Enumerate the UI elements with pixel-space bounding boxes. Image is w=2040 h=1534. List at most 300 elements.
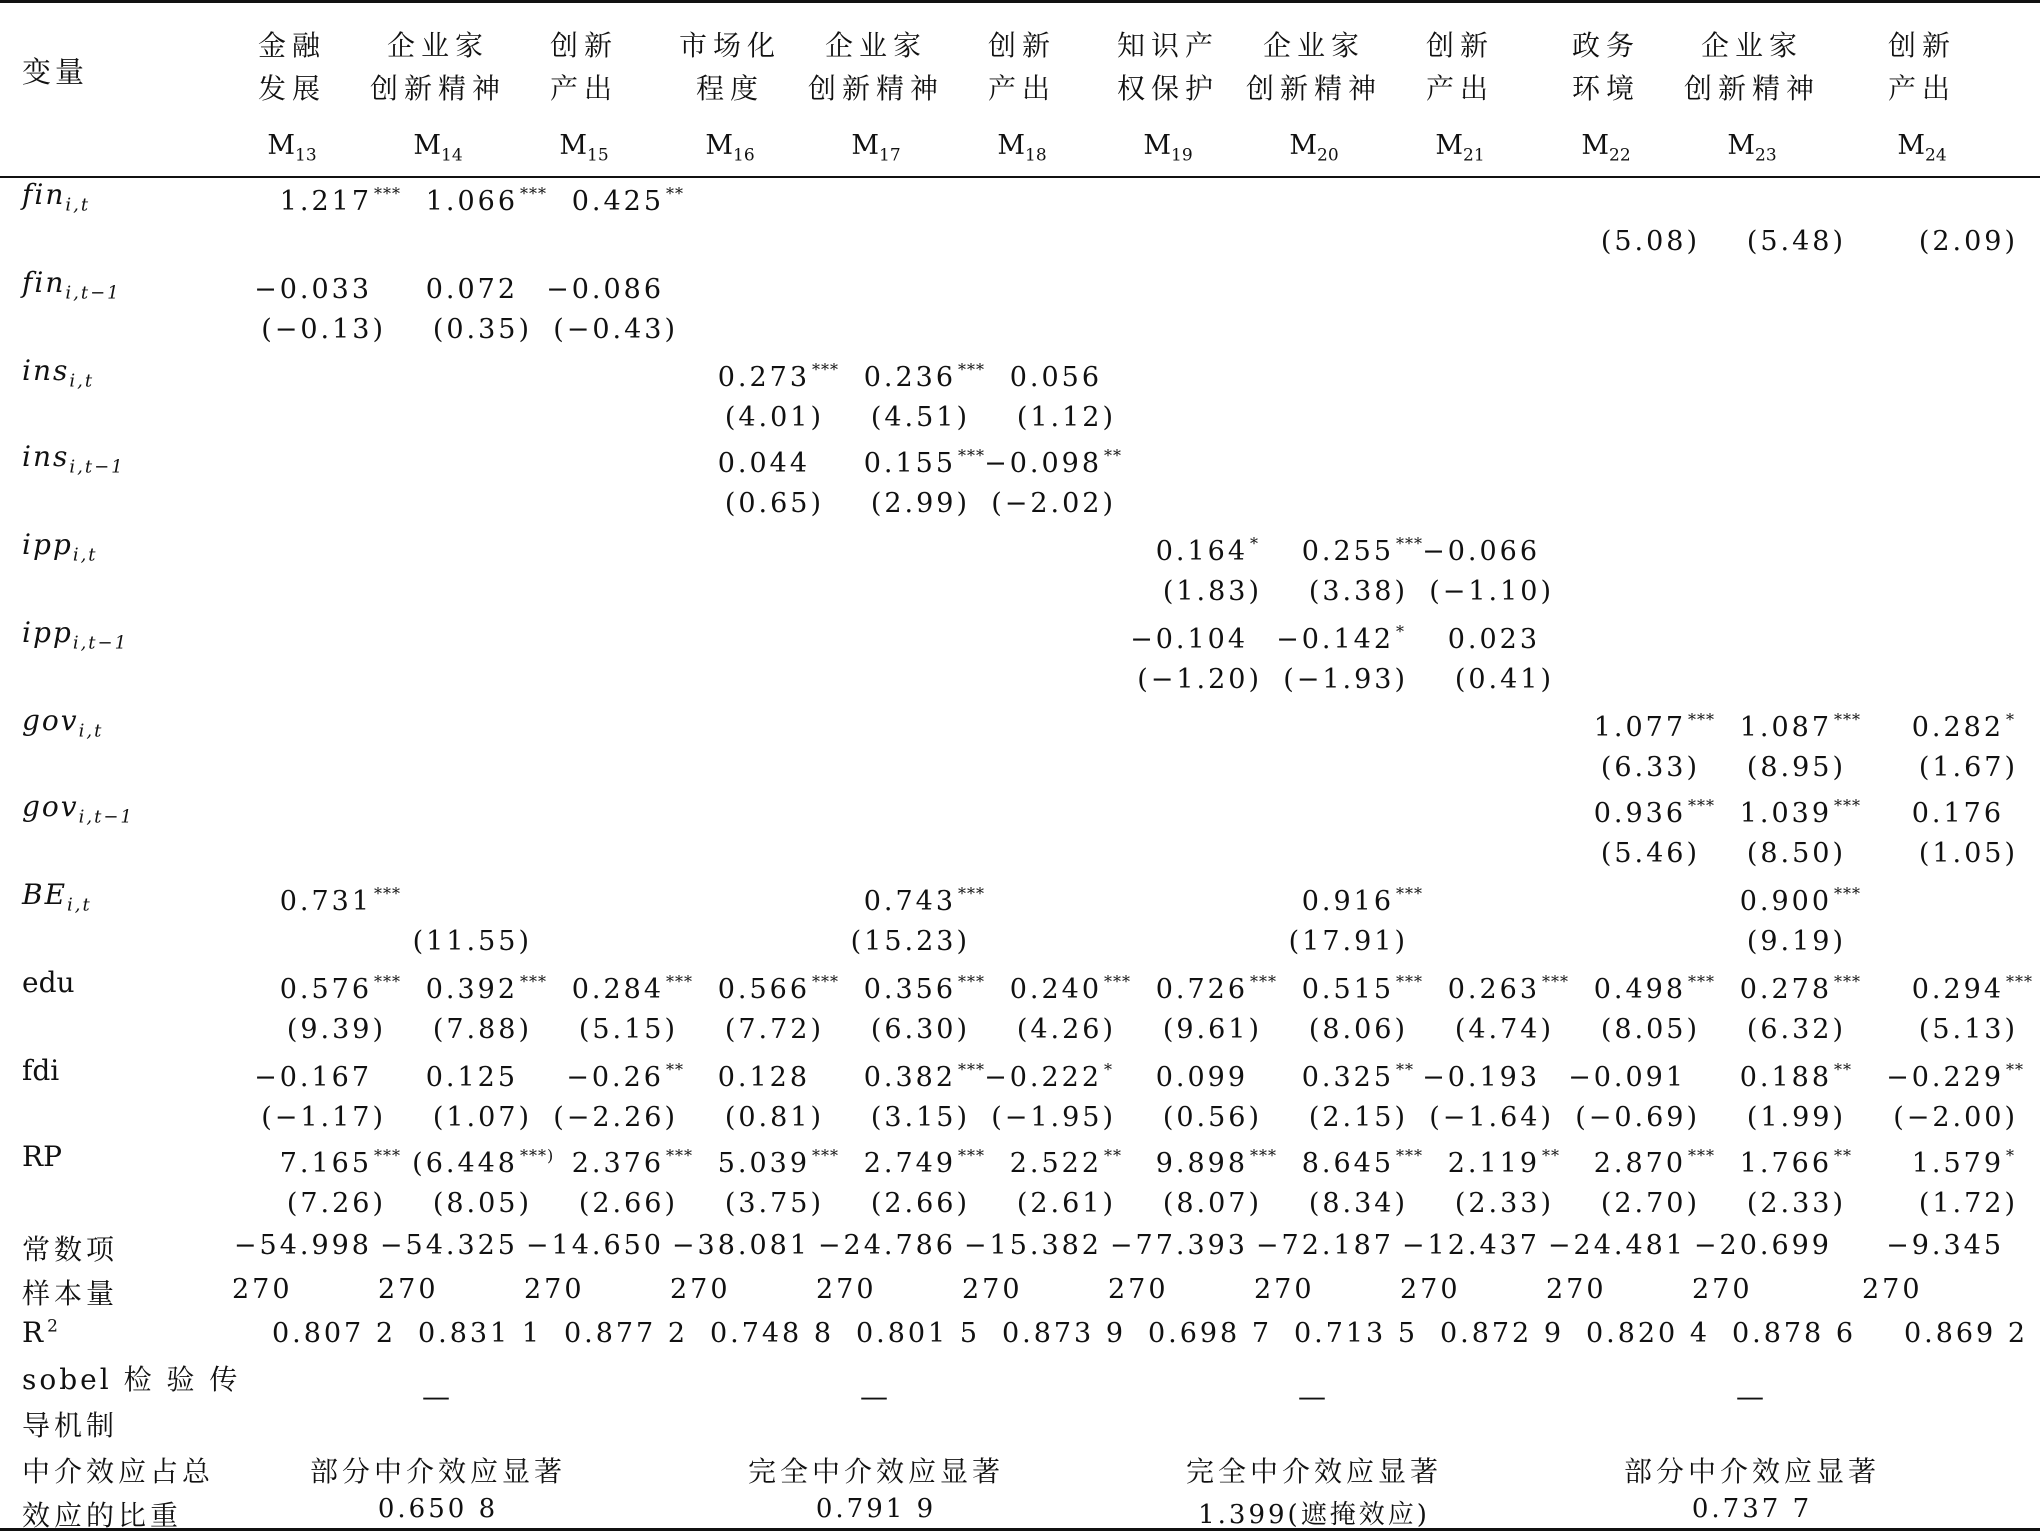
significance-stars: *** <box>2006 972 2033 991</box>
r-squared-value: 0.801 5 <box>855 1318 980 1349</box>
row-label-base: fdi <box>22 1054 60 1087</box>
row-label <box>22 704 103 742</box>
mediation-share: 1.399(遮掩效应) <box>1198 1500 1430 1530</box>
column-header-line2: 环境 <box>1571 72 1640 105</box>
significance-stars: *** <box>374 184 401 203</box>
column-header-line1: 创新 <box>549 29 618 62</box>
row-label-base: gov <box>22 704 79 737</box>
significance-stars: *** <box>1688 796 1715 815</box>
coefficient: 0.325 <box>1301 1062 1394 1093</box>
column-header-line2: 创新精神 <box>807 72 944 105</box>
column-header-line1: 企业家 <box>386 29 489 62</box>
coefficient: 1.087 <box>1739 712 1832 743</box>
row-label <box>22 878 92 916</box>
column-header-line2: 创新精神 <box>1683 72 1820 105</box>
constant-value: −72.187 <box>1255 1230 1394 1261</box>
column-header-line2: 产出 <box>1425 72 1494 105</box>
model-number: 14 <box>441 145 463 166</box>
model-number: 22 <box>1609 145 1631 166</box>
row-label <box>22 790 134 828</box>
model-number: 18 <box>1025 145 1047 166</box>
coefficient: −0.091 <box>1568 1062 1686 1093</box>
significance-stars: *** <box>1834 972 1861 991</box>
constant-value: −54.325 <box>379 1230 518 1261</box>
column-header-line1: 创新 <box>1887 29 1956 62</box>
coefficient: 0.566 <box>717 974 810 1005</box>
sobel-label-line2: 导机制 <box>22 1409 119 1442</box>
model-letter: M <box>1143 130 1171 161</box>
significance-stars: *** <box>958 446 985 465</box>
significance-stars: *** <box>1834 710 1861 729</box>
significance-stars: *** <box>1396 534 1423 553</box>
column-header-line2: 发展 <box>257 72 326 105</box>
t-statistic: (4.01) <box>724 402 824 433</box>
r-squared-value: 0.872 9 <box>1439 1318 1564 1349</box>
row-label-subscript: i,t <box>72 544 98 566</box>
column-header-line2: 产出 <box>987 72 1056 105</box>
t-statistic: (2.61) <box>1016 1188 1116 1219</box>
model-letter: M <box>997 130 1025 161</box>
model-number: 19 <box>1171 145 1193 166</box>
coefficient: 0.731 <box>279 886 372 917</box>
t-statistic: (1.07) <box>432 1102 532 1133</box>
t-statistic: (8.05) <box>432 1188 532 1219</box>
sample-size-value: 270 <box>378 1274 439 1305</box>
t-statistic: (1.83) <box>1162 576 1262 607</box>
column-header-line2: 创新精神 <box>1245 72 1382 105</box>
t-statistic: (5.48) <box>1746 226 1846 257</box>
significance-stars: *** <box>1250 972 1277 991</box>
significance-stars: *** <box>1396 1146 1423 1165</box>
t-statistic: (−1.95) <box>991 1102 1116 1133</box>
t-statistic: (4.74) <box>1454 1014 1554 1045</box>
model-number: 16 <box>733 145 755 166</box>
significance-stars: ** <box>1834 1060 1852 1079</box>
constant-label: 常数项 <box>22 1233 119 1266</box>
header-rule <box>0 176 2040 178</box>
significance-stars: ***) <box>520 1146 555 1165</box>
significance-stars: *** <box>1688 710 1715 729</box>
sample-size-value: 270 <box>816 1274 877 1305</box>
t-statistic: (3.75) <box>724 1188 824 1219</box>
coefficient: 0.023 <box>1447 624 1540 655</box>
sample-size-value: 270 <box>1546 1274 1607 1305</box>
constant-value: −15.382 <box>963 1230 1102 1261</box>
significance-stars: *** <box>374 884 401 903</box>
r-squared-value: 0.698 7 <box>1147 1318 1272 1349</box>
sample-size-value: 270 <box>1692 1274 1753 1305</box>
model-number: 23 <box>1755 145 1777 166</box>
coefficient: 0.498 <box>1593 974 1686 1005</box>
significance-stars: *** <box>958 360 985 379</box>
coefficient: 0.356 <box>863 974 956 1005</box>
sample-size-value: 270 <box>962 1274 1023 1305</box>
significance-stars: *** <box>812 972 839 991</box>
significance-stars: *** <box>1396 972 1423 991</box>
t-statistic: (2.66) <box>578 1188 678 1219</box>
significance-stars: *** <box>1104 972 1131 991</box>
t-statistic: (−0.43) <box>553 314 678 345</box>
significance-stars: * <box>2006 710 2015 729</box>
coefficient: 0.425 <box>571 186 664 217</box>
coefficient: −0.26 <box>566 1062 664 1093</box>
coefficient: 1.077 <box>1593 712 1686 743</box>
row-label-subscript: i,t−1 <box>72 632 129 654</box>
coefficient: 2.522 <box>1009 1148 1102 1179</box>
sample-size-label: 样本量 <box>22 1277 119 1310</box>
row-label-base: fin <box>22 266 66 299</box>
constant-value: −24.786 <box>817 1230 956 1261</box>
coefficient: 2.749 <box>863 1148 956 1179</box>
significance-stars: *** <box>520 184 547 203</box>
variable-header: 变量 <box>22 55 89 89</box>
significance-stars: *** <box>1250 1146 1277 1165</box>
t-statistic: (−0.13) <box>261 314 386 345</box>
sample-size-value: 270 <box>232 1274 293 1305</box>
coefficient: 2.870 <box>1593 1148 1686 1179</box>
mediation-share: 0.791 9 <box>815 1494 937 1524</box>
column-header-line1: 金融 <box>257 29 326 62</box>
coefficient: 0.044 <box>717 448 810 479</box>
column-header <box>1847 24 1997 110</box>
coefficient: 1.766 <box>1739 1148 1832 1179</box>
coefficient: 5.039 <box>717 1148 810 1179</box>
t-statistic: (3.38) <box>1308 576 1408 607</box>
significance-stars: *** <box>374 1146 401 1165</box>
t-statistic: (0.35) <box>432 314 532 345</box>
column-header-line1: 政务 <box>1571 29 1640 62</box>
coefficient: 7.165 <box>279 1148 372 1179</box>
coefficient: 0.900 <box>1739 886 1832 917</box>
column-header <box>801 24 951 110</box>
t-statistic: (2.33) <box>1454 1188 1554 1219</box>
coefficient: 0.099 <box>1155 1062 1248 1093</box>
model-label <box>232 130 352 165</box>
t-statistic: (6.30) <box>870 1014 970 1045</box>
significance-stars: *** <box>374 972 401 991</box>
t-statistic: (0.65) <box>724 488 824 519</box>
t-statistic: (6.32) <box>1746 1014 1846 1045</box>
constant-value: −54.998 <box>233 1230 372 1261</box>
mediation-result: 完全中介效应显著 <box>1185 1455 1442 1488</box>
t-statistic: (1.67) <box>1918 752 2018 783</box>
model-number: 24 <box>1925 145 1947 166</box>
significance-stars: *** <box>666 972 693 991</box>
model-label <box>1862 130 1982 165</box>
coefficient: 9.898 <box>1155 1148 1248 1179</box>
column-header <box>363 24 513 110</box>
t-statistic: (1.05) <box>1918 838 2018 869</box>
column-header <box>947 24 1097 110</box>
sobel-label: sobel 检 验 传 <box>22 1363 241 1396</box>
mediation-result: 部分中介效应显著 <box>1623 1455 1880 1488</box>
coefficient: 0.916 <box>1301 886 1394 917</box>
significance-stars: *** <box>958 1146 985 1165</box>
t-statistic: (8.34) <box>1308 1188 1408 1219</box>
coefficient: −0.086 <box>546 274 664 305</box>
t-statistic: (5.15) <box>578 1014 678 1045</box>
t-statistic: (0.56) <box>1162 1102 1262 1133</box>
coefficient: (6.448 <box>412 1148 518 1179</box>
coefficient: 0.392 <box>425 974 518 1005</box>
column-header <box>1385 24 1535 110</box>
significance-stars: *** <box>812 1146 839 1165</box>
t-statistic: (2.15) <box>1308 1102 1408 1133</box>
column-header <box>509 24 659 110</box>
model-letter: M <box>1727 130 1755 161</box>
coefficient: 0.382 <box>863 1062 956 1093</box>
model-letter: M <box>1897 130 1925 161</box>
coefficient: 0.164 <box>1155 536 1248 567</box>
model-number: 21 <box>1463 145 1485 166</box>
t-statistic: (9.19) <box>1746 926 1846 957</box>
t-statistic: (1.12) <box>1016 402 1116 433</box>
coefficient: 0.282 <box>1911 712 2004 743</box>
row-label-base: RP <box>22 1140 62 1173</box>
constant-value: −38.081 <box>671 1230 810 1261</box>
sobel-value: — <box>860 1380 892 1413</box>
significance-stars: ** <box>1396 1060 1414 1079</box>
significance-stars: *** <box>958 972 985 991</box>
model-label <box>962 130 1082 165</box>
row-label-subscript: i,t <box>69 370 95 392</box>
t-statistic: (8.05) <box>1600 1014 1700 1045</box>
r-squared-value: 0.807 2 <box>271 1318 396 1349</box>
sobel-value: — <box>422 1380 454 1413</box>
sample-size-value: 270 <box>670 1274 731 1305</box>
t-statistic: (17.91) <box>1288 926 1408 957</box>
coefficient: 0.236 <box>863 362 956 393</box>
significance-stars: *** <box>958 884 985 903</box>
row-label <box>22 354 94 392</box>
t-statistic: (0.81) <box>724 1102 824 1133</box>
model-letter: M <box>267 130 295 161</box>
column-header <box>217 24 367 110</box>
r-squared-value: 0.878 6 <box>1731 1318 1856 1349</box>
model-number: 20 <box>1317 145 1339 166</box>
t-statistic: (−2.02) <box>991 488 1116 519</box>
significance-stars: *** <box>1396 884 1423 903</box>
row-label-base: ins <box>22 440 70 473</box>
coefficient: 1.579 <box>1911 1148 2004 1179</box>
column-header-line1: 创新 <box>987 29 1056 62</box>
significance-stars: ** <box>2006 1060 2024 1079</box>
significance-stars: ** <box>666 184 684 203</box>
t-statistic: (−1.20) <box>1137 664 1262 695</box>
row-label-subscript: i,t <box>67 894 92 916</box>
coefficient: 0.273 <box>717 362 810 393</box>
column-header-line2: 权保护 <box>1116 72 1219 105</box>
significance-stars: *** <box>1834 796 1861 815</box>
t-statistic: (15.23) <box>850 926 970 957</box>
constant-value: −12.437 <box>1401 1230 1540 1261</box>
row-label-subscript: i,t <box>65 194 91 216</box>
sobel-value: — <box>1298 1380 1330 1413</box>
significance-stars: *** <box>520 972 547 991</box>
share-label-line2: 效应的比重 <box>22 1499 183 1532</box>
t-statistic: (8.06) <box>1308 1014 1408 1045</box>
constant-value: −24.481 <box>1547 1230 1686 1261</box>
column-header-line1: 企业家 <box>1700 29 1803 62</box>
row-label-subscript: i,t−1 <box>69 456 125 478</box>
t-statistic: (8.07) <box>1162 1188 1262 1219</box>
bottom-rule <box>0 1528 2040 1531</box>
r-squared-value: 0.869 2 <box>1903 1318 2028 1349</box>
significance-stars: * <box>1250 534 1259 553</box>
significance-stars: *** <box>1834 884 1861 903</box>
t-statistic: (8.95) <box>1746 752 1846 783</box>
row-label <box>22 616 128 654</box>
t-statistic: (6.33) <box>1600 752 1700 783</box>
t-statistic: (−1.17) <box>261 1102 386 1133</box>
t-statistic: (8.50) <box>1746 838 1846 869</box>
column-header-line1: 企业家 <box>1262 29 1365 62</box>
t-statistic: (2.66) <box>870 1188 970 1219</box>
coefficient: 0.056 <box>1009 362 1102 393</box>
model-label <box>1400 130 1520 165</box>
row-label-subscript: i,t−1 <box>65 282 121 304</box>
coefficient: 0.128 <box>717 1062 810 1093</box>
r-squared-value: 0.873 9 <box>1001 1318 1126 1349</box>
significance-stars: ** <box>1542 1146 1560 1165</box>
coefficient: 0.255 <box>1301 536 1394 567</box>
row-label <box>22 1054 59 1087</box>
significance-stars: ** <box>1834 1146 1852 1165</box>
r-squared-value: 0.877 2 <box>563 1318 688 1349</box>
coefficient: 0.515 <box>1301 974 1394 1005</box>
coefficient: −0.167 <box>254 1062 372 1093</box>
coefficient: 0.284 <box>571 974 664 1005</box>
row-label-base: BE <box>22 878 68 911</box>
column-header-line2: 程度 <box>695 72 764 105</box>
r-squared-value: 0.713 5 <box>1293 1318 1418 1349</box>
row-label <box>22 178 90 216</box>
coefficient: 0.576 <box>279 974 372 1005</box>
t-statistic: (7.72) <box>724 1014 824 1045</box>
coefficient: 0.936 <box>1593 798 1686 829</box>
model-letter: M <box>413 130 441 161</box>
model-label <box>1692 130 1812 165</box>
t-statistic: (5.13) <box>1918 1014 2018 1045</box>
model-letter: M <box>559 130 587 161</box>
coefficient: −0.142 <box>1276 624 1394 655</box>
coefficient: −0.222 <box>984 1062 1102 1093</box>
coefficient: 0.743 <box>863 886 956 917</box>
model-label <box>1108 130 1228 165</box>
model-number: 15 <box>587 145 609 166</box>
row-label-base: ipp <box>22 616 73 649</box>
coefficient: 1.217 <box>279 186 372 217</box>
row-label-base: edu <box>22 966 75 999</box>
mediation-share: 0.737 7 <box>1691 1494 1813 1524</box>
row-label-base: ins <box>22 354 70 387</box>
significance-stars: *** <box>1542 972 1569 991</box>
r-squared-value: 0.748 8 <box>709 1318 834 1349</box>
sample-size-value: 270 <box>1108 1274 1169 1305</box>
column-header <box>1093 24 1243 110</box>
model-label <box>670 130 790 165</box>
coefficient: 1.039 <box>1739 798 1832 829</box>
t-statistic: (−2.00) <box>1893 1102 2018 1133</box>
coefficient: 0.726 <box>1155 974 1248 1005</box>
mediation-share: 0.650 8 <box>377 1494 499 1524</box>
row-label <box>22 1140 62 1173</box>
column-header <box>1531 24 1681 110</box>
model-label <box>1254 130 1374 165</box>
coefficient: −0.066 <box>1422 536 1540 567</box>
model-number: 13 <box>295 145 317 166</box>
significance-stars: *** <box>666 1146 693 1165</box>
top-rule <box>0 0 2040 3</box>
superscript: 2 <box>47 1316 62 1337</box>
column-header-line2: 产出 <box>1887 72 1956 105</box>
row-label <box>22 266 121 304</box>
significance-stars: *** <box>1688 1146 1715 1165</box>
column-header-line1: 企业家 <box>824 29 927 62</box>
t-statistic: (2.09) <box>1918 226 2018 257</box>
row-label-subscript: i,t−1 <box>78 806 134 828</box>
t-statistic: (−2.26) <box>553 1102 678 1133</box>
column-header-line2: 产出 <box>549 72 618 105</box>
t-statistic: (2.70) <box>1600 1188 1700 1219</box>
share-label: 中介效应占总 <box>22 1455 215 1488</box>
t-statistic: (7.26) <box>286 1188 386 1219</box>
t-statistic: (2.33) <box>1746 1188 1846 1219</box>
coefficient: 2.376 <box>571 1148 664 1179</box>
coefficient: 1.066 <box>425 186 518 217</box>
sample-size-value: 270 <box>524 1274 585 1305</box>
t-statistic: (−1.64) <box>1429 1102 1554 1133</box>
t-statistic: (0.41) <box>1454 664 1554 695</box>
mediation-result: 部分中介效应显著 <box>309 1455 566 1488</box>
sample-size-value: 270 <box>1254 1274 1315 1305</box>
coefficient: 0.240 <box>1009 974 1102 1005</box>
sample-size-value: 270 <box>1400 1274 1461 1305</box>
constant-value: −77.393 <box>1109 1230 1248 1261</box>
model-label <box>378 130 498 165</box>
row-label-base: fin <box>22 178 66 211</box>
column-header-line2: 创新精神 <box>369 72 506 105</box>
coefficient: −0.229 <box>1886 1062 2004 1093</box>
model-label <box>524 130 644 165</box>
row-label-subscript: i,t <box>78 720 104 742</box>
mediation-result: 完全中介效应显著 <box>747 1455 1004 1488</box>
coefficient: −0.104 <box>1130 624 1248 655</box>
column-header <box>1239 24 1389 110</box>
coefficient: 0.263 <box>1447 974 1540 1005</box>
t-statistic: (9.61) <box>1162 1014 1262 1045</box>
r-squared-value: 0.820 4 <box>1585 1318 1710 1349</box>
coefficient: 0.188 <box>1739 1062 1832 1093</box>
significance-stars: * <box>2006 1146 2015 1165</box>
r-squared-label: $R^2$ <box>22 1316 62 1349</box>
model-letter: M <box>851 130 879 161</box>
model-letter: M <box>1435 130 1463 161</box>
model-number: 17 <box>879 145 901 166</box>
t-statistic: (1.72) <box>1918 1188 2018 1219</box>
column-header-line1: 创新 <box>1425 29 1494 62</box>
coefficient: −0.033 <box>254 274 372 305</box>
t-statistic: (2.99) <box>870 488 970 519</box>
t-statistic: (5.08) <box>1600 226 1700 257</box>
model-label <box>1546 130 1666 165</box>
coefficient: 0.155 <box>863 448 956 479</box>
significance-stars: * <box>1104 1060 1113 1079</box>
t-statistic: (−1.10) <box>1429 576 1554 607</box>
t-statistic: (4.26) <box>1016 1014 1116 1045</box>
coefficient: 8.645 <box>1301 1148 1394 1179</box>
significance-stars: ** <box>1104 1146 1122 1165</box>
